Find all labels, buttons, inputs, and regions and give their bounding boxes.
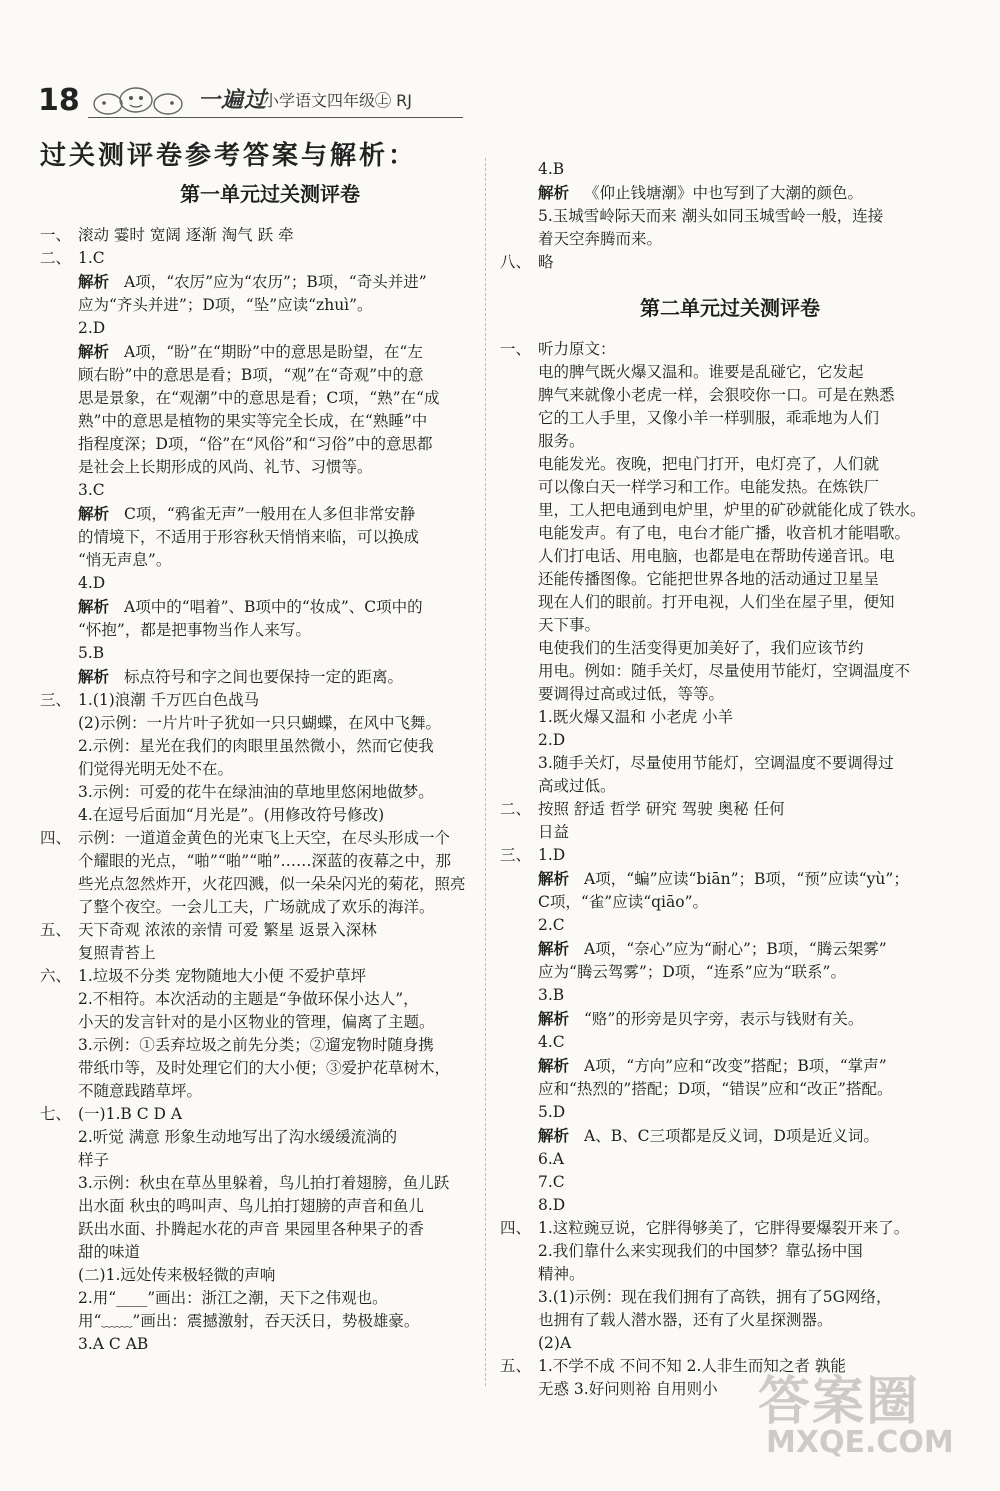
analysis-tag: 解析 (538, 1056, 570, 1075)
section-number: 二、 (500, 800, 532, 818)
section-number: 三、 (500, 846, 532, 864)
answer-line (40, 827, 500, 850)
answer-line (40, 781, 500, 804)
answer-text: 7.C (538, 1173, 565, 1191)
answer-line (500, 1031, 960, 1054)
watermark (758, 1359, 978, 1469)
section-number: 二、 (40, 249, 72, 267)
answer-line (40, 942, 500, 965)
answer-text: 3.B (538, 986, 565, 1004)
answer-text: 应和“热烈的”搭配；D项，“错误”应和“改正”搭配。 (538, 1080, 893, 1098)
answer-line (40, 456, 500, 479)
answer-line (40, 1287, 500, 1310)
answer-text: 小天的发言针对的是小区物业的管理，偏离了主题。 (78, 1013, 435, 1031)
answer-text: A项，“农厉”应为“农历”；B项，“奇头并进” (124, 273, 427, 291)
answer-text: A项，“方向”应和“改变”搭配；B项，“掌声” (584, 1057, 887, 1075)
mascot-logo-icon (88, 84, 196, 118)
answer-line (40, 1218, 500, 1241)
answer-text: 带纸巾等，及时处理它们的大小便；③爱护花草树木， (78, 1059, 451, 1077)
answer-text: 3.C (78, 481, 105, 499)
answer-line (40, 1011, 500, 1034)
answer-line (500, 1286, 960, 1309)
answer-line (500, 821, 960, 844)
answer-text: 1.不学不成 不问不知 2.人非生而知之者 孰能 (538, 1357, 846, 1375)
answer-text: 现在人们的眼前。打开电视，人们坐在屋子里，便知 (538, 593, 895, 611)
answer-line (500, 591, 960, 614)
answer-line (500, 1263, 960, 1286)
answer-text: A项，“盼”在“期盼”中的意思是盼望，在“左 (124, 343, 423, 361)
answer-text: 精神。 (538, 1265, 585, 1283)
answer-line (40, 340, 500, 364)
answer-text: 应为“齐头并进”；D项，“坠”应读“zhuì”。 (78, 296, 373, 314)
answer-line (40, 1172, 500, 1195)
analysis-tag: 解析 (538, 939, 570, 958)
analysis-tag: 解析 (78, 504, 110, 523)
answer-text: C项，“鸦雀无声”一般用在人多但非常安静 (124, 505, 416, 523)
answer-line (500, 614, 960, 637)
answer-text: 5.D (538, 1103, 566, 1121)
answer-text: 不随意践踏草坪。 (78, 1082, 203, 1100)
answer-text: A项，“奈心”应为“耐心”；B项，“腾云架雾” (584, 940, 887, 958)
answer-text: 略 (538, 253, 554, 271)
answer-line (500, 844, 960, 867)
answer-text: 标点符号和字之间也要保持一定的距离。 (124, 668, 404, 686)
answer-line (500, 499, 960, 522)
answer-line (40, 270, 500, 294)
answer-line (40, 1264, 500, 1287)
analysis-tag: 解析 (538, 869, 570, 888)
answer-line (500, 891, 960, 914)
answer-text: 用“﹏﹏”画出：震撼激射，吞天沃日，势极雄豪。 (78, 1312, 420, 1330)
answer-text: 1.D (538, 846, 566, 864)
answer-text: 6.A (538, 1150, 564, 1168)
answer-line (40, 1241, 500, 1264)
answer-line (40, 619, 500, 642)
answer-line (40, 988, 500, 1011)
answer-text: 2.D (78, 319, 106, 337)
analysis-tag: 解析 (78, 272, 110, 291)
watermark-text: 答案圈 (758, 1372, 921, 1432)
answer-line (500, 775, 960, 798)
answer-line (40, 1149, 500, 1172)
subject-label: 小学语文四年级㊤ RJ (263, 91, 412, 110)
answer-line (500, 205, 960, 228)
answer-text: 要调得过高或过低，等等。 (538, 685, 725, 703)
answer-line (40, 735, 500, 758)
section-number: 一、 (40, 226, 72, 244)
answer-line (500, 1101, 960, 1124)
answer-text: 可以像白天一样学习和工作。电能发热。在炼铁厂 (538, 478, 880, 496)
answer-line (40, 224, 500, 247)
answer-text: 听力原文： (538, 340, 616, 358)
answer-text: 8.D (538, 1196, 566, 1214)
answer-text: 们觉得光明无处不在。 (78, 760, 234, 778)
answer-text: 2.D (538, 731, 566, 749)
answer-text: 跃出水面、扑腾起水花的声音 果园里各种果子的香 (78, 1220, 424, 1238)
answer-line (40, 317, 500, 340)
answer-line (40, 364, 500, 387)
answer-line (500, 1217, 960, 1240)
answer-line (40, 1080, 500, 1103)
answer-line (40, 479, 500, 502)
answer-text: 是社会上长期形成的风尚、礼节、习惯等。 (78, 458, 373, 476)
answer-text: 样子 (78, 1151, 110, 1169)
answer-text: 4.B (538, 160, 565, 178)
answer-line (40, 689, 500, 712)
answer-line (500, 545, 960, 568)
answer-text: 3.示例：可爱的花牛在绿油油的草地里悠闲地做梦。 (78, 783, 434, 801)
answer-text: 用电。例如：随手关灯，尽量使用节能灯，空调温度不 (538, 662, 911, 680)
answer-text: 1.(1)浪潮 千万匹白色战马 (78, 691, 260, 709)
answer-line (500, 1007, 960, 1031)
section-number: 五、 (40, 921, 72, 939)
answer-text: C项，“雀”应读“qiāo”。 (538, 893, 709, 911)
answer-line (40, 1103, 500, 1126)
answer-line (500, 867, 960, 891)
answer-text: 3.示例：①丢弃垃圾之前先分类；②遛宠物时随身携 (78, 1036, 434, 1054)
answer-text: “赂”的形旁是贝字旁，表示与钱财有关。 (584, 1010, 864, 1028)
answer-line (40, 804, 500, 827)
answer-line (40, 1034, 500, 1057)
column-divider (485, 158, 486, 1386)
answer-text: 甜的味道 (78, 1243, 141, 1261)
unit-2-answers (500, 338, 960, 1401)
answer-line (500, 1240, 960, 1263)
answer-text: 1.既火爆又温和 小老虎 小羊 (538, 708, 734, 726)
answer-text: (一)1.B C D A (78, 1105, 183, 1123)
section-number: 三、 (40, 691, 72, 709)
analysis-tag: 解析 (78, 597, 110, 616)
answer-line (40, 1333, 500, 1356)
answer-line (500, 384, 960, 407)
answer-text: 出水面 秋虫的鸣叫声、鸟儿拍打翅膀的声音和鱼儿 (78, 1197, 424, 1215)
answer-text: 示例：一道道金黄色的光束飞上天空，在尽头形成一个 (78, 829, 451, 847)
answer-line (500, 407, 960, 430)
answer-line (500, 1078, 960, 1101)
answer-text: 2.C (538, 916, 565, 934)
answer-line (500, 430, 960, 453)
answer-line (40, 919, 500, 942)
section-number: 七、 (40, 1105, 72, 1123)
page-header (38, 84, 463, 118)
answer-line (500, 251, 960, 274)
answer-line (500, 637, 960, 660)
answer-line (500, 453, 960, 476)
answer-text: 天下奇观 浓浓的亲情 可爱 繁星 返景入深林 (78, 921, 377, 939)
answer-text: 电能发声。有了电，电台才能广播，收音机才能唱歌。 (538, 524, 911, 542)
answer-line (40, 1057, 500, 1080)
answer-text: A项中的“唱着”、B项中的“妆成”、C项中的 (124, 598, 423, 616)
answer-line (500, 729, 960, 752)
answer-text: 1.C (78, 249, 105, 267)
answer-line (500, 706, 960, 729)
answer-text: 3.随手关灯，尽量使用节能灯，空调温度不要调得过 (538, 754, 894, 772)
answer-line (40, 572, 500, 595)
answer-line (500, 1309, 960, 1332)
answer-text: 着天空奔腾而来。 (538, 230, 663, 248)
answer-line (500, 1054, 960, 1078)
answer-text: 也拥有了载人潜水器，还有了火星探测器。 (538, 1311, 833, 1329)
answer-text: 了整个夜空。一会儿工夫，广场就成了欢乐的海洋。 (78, 898, 435, 916)
answer-line (500, 937, 960, 961)
right-column (500, 158, 960, 1401)
answer-line (500, 181, 960, 205)
answer-line (40, 1126, 500, 1149)
section-number: 四、 (40, 829, 72, 847)
answer-line (40, 387, 500, 410)
answer-line (40, 896, 500, 919)
answer-line (500, 476, 960, 499)
answer-text: 2.示例：星光在我们的肉眼里虽然微小，然而它使我 (78, 737, 434, 755)
answer-text: 4.C (538, 1033, 565, 1051)
answer-line (40, 433, 500, 456)
answer-line (40, 502, 500, 526)
answer-line (500, 660, 960, 683)
answer-text: 些光点忽然炸开，火花四溅，似一朵朵闪光的菊花，照亮 (78, 875, 466, 893)
header-rule (88, 117, 463, 118)
unit-1-answers-continued (500, 158, 960, 274)
answer-text: 2.用“____”画出：浙江之潮，天下之伟观也。 (78, 1289, 388, 1307)
answer-text: 个耀眼的光点，“啪”“啪”“啪”……深蓝的夜幕之中，那 (78, 852, 452, 870)
page-title: 过关测评卷参考答案与解析： (40, 141, 418, 171)
analysis-tag: 解析 (538, 183, 570, 202)
answer-line (40, 665, 500, 689)
answer-text: 4.在逗号后面加“月光是”。(用修改符号修改) (78, 806, 385, 824)
answer-text: 电使我们的生活变得更加美好了，我们应该节约 (538, 639, 864, 657)
answer-text: 脾气来就像小老虎一样，会狠咬你一口。可是在熟悉 (538, 386, 895, 404)
answer-line (500, 228, 960, 251)
analysis-tag: 解析 (78, 342, 110, 361)
page-number: 18 (38, 83, 80, 118)
answer-line (40, 642, 500, 665)
answer-text: (2)示例：一片片叶子犹如一只只蝴蝶，在风中飞舞。 (78, 714, 441, 732)
answer-line (40, 873, 500, 896)
answer-text: 无惑 3.好问则裕 自用则小 (538, 1380, 718, 1398)
section-number: 四、 (500, 1219, 532, 1237)
section-number: 六、 (40, 967, 72, 985)
section-number: 五、 (500, 1357, 532, 1375)
answer-line (500, 752, 960, 775)
analysis-tag: 解析 (538, 1009, 570, 1028)
answer-line (500, 1332, 960, 1355)
answer-text: 服务。 (538, 432, 585, 450)
answer-text: 3.(1)示例：现在我们拥有了高铁，拥有了5G网络， (538, 1288, 892, 1306)
answer-line (500, 1171, 960, 1194)
answer-text: 电能发光。夜晚，把电门打开，电灯亮了，人们就 (538, 455, 880, 473)
analysis-tag: 解析 (78, 667, 110, 686)
analysis-tag: 解析 (538, 1126, 570, 1145)
answer-line (500, 158, 960, 181)
answer-line (500, 683, 960, 706)
answer-text: 熟”中的意思是植物的果实等完全长成，在“熟睡”中 (78, 412, 428, 430)
answer-line (500, 984, 960, 1007)
answer-line (500, 522, 960, 545)
answer-text: 里，工人把电通到电炉里，炉里的矿砂就能化成了铁水。 (538, 501, 926, 519)
answer-line (40, 712, 500, 735)
answer-text: 2.我们靠什么来实现我们的中国梦？靠弘扬中国 (538, 1242, 863, 1260)
answer-text: 还能传播图像。它能把世界各地的活动通过卫星呈 (538, 570, 880, 588)
answer-line (40, 758, 500, 781)
answer-text: 3.示例：秋虫在草丛里躲着，鸟儿拍打着翅膀，鱼儿跃 (78, 1174, 450, 1192)
answer-line (500, 798, 960, 821)
answer-text: 人们打电话、用电脑，也都是电在帮助传递音讯。电 (538, 547, 895, 565)
section-number: 一、 (500, 340, 532, 358)
answer-text: 电的脾气既火爆又温和。谁要是乱碰它，它发起 (538, 363, 864, 381)
answer-line (500, 361, 960, 384)
answer-text: 4.D (78, 574, 106, 592)
answer-text: 的情境下，不适用于形容秋天悄悄来临，可以换成 (78, 528, 420, 546)
left-column (40, 158, 500, 1356)
answer-line (40, 549, 500, 572)
answer-text: 日益 (538, 823, 570, 841)
answer-line (500, 568, 960, 591)
unit-2-title: 第二单元过关测评卷 (640, 296, 820, 320)
answer-text: “悄无声息”。 (78, 551, 172, 569)
answer-text: (二)1.远处传来极轻微的声响 (78, 1266, 276, 1284)
answer-text: 按照 舒适 哲学 研究 驾驶 奥秘 任何 (538, 800, 785, 818)
answer-text: 2.听觉 满意 形象生动地写出了沟水缓缓流淌的 (78, 1128, 398, 1146)
answer-line (40, 1310, 500, 1333)
answer-text: 应为“腾云驾雾”；D项，“连系”应为“联系”。 (538, 963, 846, 981)
answer-line (40, 595, 500, 619)
watermark-url: MXQE.COM (766, 1425, 954, 1460)
answer-line (40, 1195, 500, 1218)
answer-text: 高或过低。 (538, 777, 616, 795)
answer-line (500, 1194, 960, 1217)
answer-line (40, 247, 500, 270)
answer-text: 《仰止钱塘潮》中也写到了大潮的颜色。 (584, 184, 864, 202)
answer-text: 滚动 霎时 宽阔 逐渐 淘气 跃 牵 (78, 226, 294, 244)
brand-logo: 一遍过 (198, 88, 268, 113)
answer-line (40, 294, 500, 317)
answer-line (40, 850, 500, 873)
answer-text: 2.不相符。本次活动的主题是“争做环保小达人”， (78, 990, 419, 1008)
answer-text: 天下事。 (538, 616, 601, 634)
answer-text: 1.这粒豌豆说，它胖得够美了，它胖得要爆裂开来了。 (538, 1219, 910, 1237)
answer-line (40, 526, 500, 549)
answer-line (500, 961, 960, 984)
answer-text: 思是景象，在“观潮”中的意思是看；C项，“熟”在“成 (78, 389, 440, 407)
answer-text: 1.垃圾不分类 宠物随地大小便 不爱护草坪 (78, 967, 367, 985)
answer-text: 它的工人手里，又像小羊一样驯服，乖乖地为人们 (538, 409, 880, 427)
answer-text: 3.A C AB (78, 1335, 149, 1353)
answer-text: 5.玉城雪岭际天而来 潮头如同玉城雪岭一般，连接 (538, 207, 884, 225)
unit-1-answers (40, 224, 500, 1356)
answer-text: A、B、C三项都是反义词，D项是近义词。 (584, 1127, 879, 1145)
answer-line (500, 1148, 960, 1171)
answer-line (500, 1124, 960, 1148)
answer-line (500, 338, 960, 361)
answer-text: 5.B (78, 644, 105, 662)
answer-line (40, 965, 500, 988)
section-number: 八、 (500, 253, 532, 271)
answer-text: “怀抱”，都是把事物当作人来写。 (78, 621, 311, 639)
answer-text: 指程度深；D项，“俗”在“风俗”和“习俗”中的意思都 (78, 435, 433, 453)
unit-1-title: 第一单元过关测评卷 (180, 182, 360, 206)
answer-text: (2)A (538, 1334, 572, 1352)
answer-line (500, 914, 960, 937)
answer-text: A项，“蝙”应读“biān”；B项，“预”应读“yù”； (584, 870, 909, 888)
answer-line (40, 410, 500, 433)
answer-text: 复照青苔上 (78, 944, 156, 962)
answer-text: 顾右盼”中的意思是看；B项，“观”在“奇观”中的意 (78, 366, 424, 384)
